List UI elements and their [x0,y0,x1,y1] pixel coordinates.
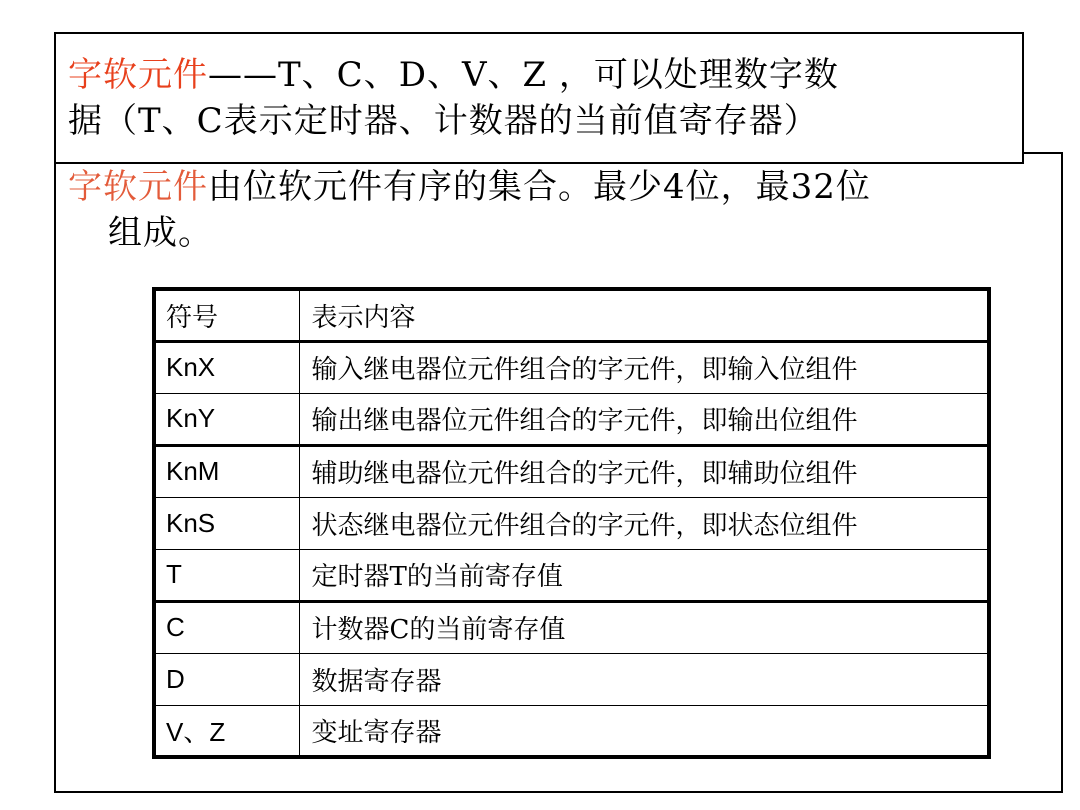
table-row [154,705,989,757]
row-symbol: C [154,601,299,653]
table-row [154,445,989,497]
table-row [154,653,989,705]
table-row [154,549,989,601]
body-highlight: 字软元件 [68,167,208,207]
table-row [154,601,989,653]
row-symbol: KnS [154,497,299,549]
word-device-table [152,287,991,759]
body-rest-line1: 由位软元件有序的集合。最少4位，最32位 [208,167,871,207]
row-description: 变址寄存器 [299,705,989,757]
row-symbol: V、Z [154,705,299,757]
title-box [54,32,1024,164]
row-symbol: T [154,549,299,601]
row-description: 输出继电器位元件组合的字元件，即输出位组件 [299,393,989,445]
row-symbol: KnY [154,393,299,445]
row-description: 输入继电器位元件组合的字元件，即输入位组件 [299,341,989,393]
title-highlight: 字软元件 [68,55,208,95]
table-row [154,341,989,393]
title-rest-line1: T、C、D、V、Z ，可以处理数字数 [278,55,839,95]
title-line2: 据（T、C表示定时器、计数器的当前值寄存器） [68,101,819,141]
table-header-row [154,289,989,341]
row-description: 计数器C的当前寄存值 [299,601,989,653]
slide-title [68,52,1008,144]
body-line2: 组成。 [108,213,213,253]
table-row [154,497,989,549]
row-symbol: KnX [154,341,299,393]
row-description: 数据寄存器 [299,653,989,705]
body-paragraph [68,164,1058,256]
row-description: 辅助继电器位元件组合的字元件，即辅助位组件 [299,445,989,497]
row-description: 定时器T的当前寄存值 [299,549,989,601]
row-symbol: D [154,653,299,705]
title-dash: —— [208,55,278,95]
header-symbol: 符号 [154,289,299,341]
row-description: 状态继电器位元件组合的字元件，即状态位组件 [299,497,989,549]
row-symbol: KnM [154,445,299,497]
header-description: 表示内容 [299,289,989,341]
table-row [154,393,989,445]
